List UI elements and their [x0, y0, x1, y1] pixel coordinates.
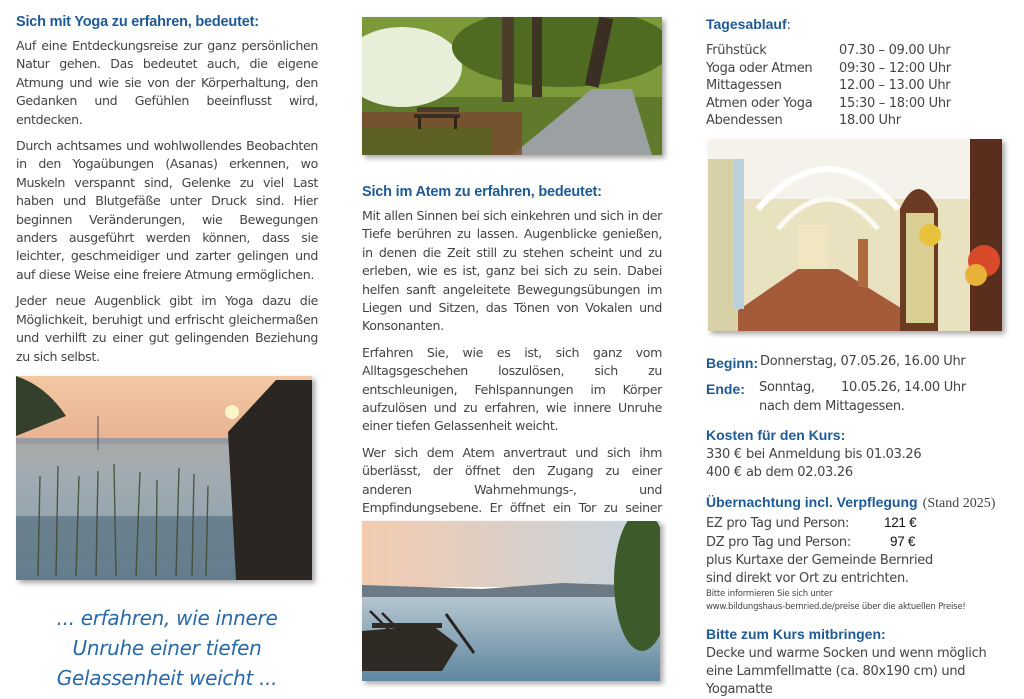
- tagline-line-3: Gelassenheit weicht ...: [56, 666, 278, 690]
- schedule-time: 15:30 – 18:00 Uhr: [839, 95, 951, 111]
- breath-paragraph-3: Wer sich dem Atem anvertraut und sich ihm überlässt, der öffnet den Zugang zu einer anderen Wahrnehmungs-, und Empfindungsebene. Er öffnet ein Tor zu seiner: [362, 444, 662, 516]
- tagline-quote: [16, 603, 318, 693]
- breath-paragraph-1: Mit allen Sinnen bei sich einkehren und sich in der Tiefe berühren zu lassen. Augenblicke genießen, in denen die Zeit still zu stehen scheint und zu erleben, wie es ist, ganz bei sich zu sein. Dabei helfen sanft angeleitete Bewegungsübungen im Liegen und Sitzen, das Tönen von Vokalen und Konsonanten.: [362, 208, 662, 334]
- schedule-activity: Frühstück: [706, 43, 767, 58]
- bring-list: [706, 645, 1016, 699]
- schedule-row: [706, 60, 1016, 78]
- stay-rates: [706, 514, 1016, 614]
- stay-rate-price: 121 €: [884, 515, 917, 530]
- schedule-heading-colon: :: [786, 18, 791, 33]
- forest-path-bench-photo: [362, 17, 662, 155]
- schedule-row: [706, 95, 1016, 113]
- corridor-illustration: [708, 139, 1002, 331]
- column-breath: [362, 184, 662, 536]
- bring-heading: Bitte zum Kurs mitbringen:: [706, 626, 886, 642]
- end-row: [706, 379, 1016, 399]
- lake-jetty-illustration: [362, 521, 660, 681]
- stay-website-note[interactable]: www.bildungshaus-bernried.de/preise über die aktuellen Preise!: [706, 602, 966, 612]
- stay-heading-row: [706, 492, 1016, 512]
- stay-line: sind direkt vor Ort zu entrichten.: [706, 571, 909, 586]
- schedule-row: [706, 112, 1016, 130]
- schedule-time: 12.00 – 13.00 Uhr: [839, 78, 951, 94]
- cost-price: 330 €: [706, 447, 742, 462]
- bring-line: Decke und warme Socken und wenn möglich: [706, 646, 987, 661]
- end-day: Sonntag,: [759, 380, 815, 395]
- stay-rate-label: EZ pro Tag und Person:: [706, 516, 850, 531]
- monastery-corridor-photo: [708, 139, 1002, 331]
- schedule-activity: Abendessen: [706, 113, 783, 129]
- begin-label: Beginn:: [706, 355, 759, 371]
- yoga-paragraph-3: Jeder neue Augenblick gibt im Yoga dazu die Möglichkeit, beruhigt und erfrischt gleichermaßen und verhilft zu einer gut gelingenden Beziehung zu sich selbst.: [16, 293, 318, 364]
- yoga-paragraph-2: Durch achtsames und wohlwollendes Beobachten in den Yogaübungen (Asanas) erkennen, wo Muskeln verspannt sind, Gelenke zu viel Last haben und Blutgefäße unter Druck sind. Hier beginnen Veränderungen, wie Bewegungen anders ausgeführt werden können, dass sie leichter, geschmeidiger und zarter gelingen und auf diese Weise eine freiere Atmung ermöglichen.: [16, 138, 318, 282]
- column-info: [706, 0, 1016, 130]
- end-label: Ende:: [706, 381, 745, 397]
- schedule-row: [706, 42, 1016, 60]
- yoga-heading: Sich mit Yoga zu erfahren, bedeutet:: [16, 14, 259, 30]
- stay-rate-row: [706, 514, 1016, 533]
- costs-list: [706, 446, 1016, 482]
- dates-section: [706, 353, 1016, 699]
- stay-small-note: Bitte informieren Sie sich unter: [706, 589, 833, 599]
- schedule-heading: [706, 14, 1016, 35]
- stay-rate-label: DZ pro Tag und Person:: [706, 535, 851, 550]
- schedule-table: [706, 42, 1016, 130]
- stay-note: (Stand 2025): [922, 496, 996, 511]
- stay-heading: Übernachtung incl. Verpflegung: [706, 494, 918, 510]
- schedule-activity: Yoga oder Atmen: [706, 60, 813, 76]
- cost-row: [706, 464, 1016, 482]
- costs-heading: Kosten für den Kurs:: [706, 427, 846, 443]
- cost-price: 400 €: [706, 465, 742, 480]
- schedule-time: 18.00 Uhr: [839, 113, 901, 129]
- stay-rate-row: [706, 533, 1016, 552]
- schedule-activity: Mittagessen: [706, 78, 782, 94]
- breath-paragraph-2: Erfahren Sie, wie es ist, sich ganz vom Alltagsgeschehen loszulösen, sich zu entschleunigen, Fehlspannungen im Körper aufzulösen und zu erfahren, wie innere Unruhe einer tiefen Gelassenheit weicht.: [362, 344, 662, 434]
- bring-line: eine Lammfellmatte (ca. 80x190 cm) und Yogamatte: [706, 664, 966, 697]
- forest-path-illustration: [362, 17, 662, 155]
- begin-value: Donnerstag, 07.05.26, 16.00 Uhr: [760, 354, 966, 369]
- cost-condition: ab dem 02.03.26: [746, 465, 853, 480]
- breath-heading: Sich im Atem zu erfahren, bedeutet:: [362, 184, 602, 200]
- begin-row: [706, 353, 1016, 373]
- schedule-activity: Atmen oder Yoga: [706, 95, 813, 111]
- schedule-heading-text: Tagesablauf: [706, 16, 787, 32]
- column-yoga: [16, 0, 318, 366]
- cost-condition: bei Anmeldung bis 01.03.26: [746, 447, 922, 462]
- schedule-time: 09:30 – 12:00 Uhr: [839, 60, 951, 76]
- lake-jetty-photo: [362, 521, 660, 681]
- tagline-line-1: ... erfahren, wie innere: [56, 606, 278, 630]
- schedule-time: 07.30 – 09.00 Uhr: [839, 43, 951, 58]
- cost-row: [706, 446, 1016, 464]
- end-value: 10.05.26, 14.00 Uhr: [841, 380, 966, 395]
- lake-sunset-boathouse-photo: [16, 376, 312, 580]
- yoga-paragraph-1: Auf eine Entdeckungsreise zur ganz persönlichen Natur gehen. Das bedeutet auch, die eigene Atmung und wie sie von der Körperhaltung, den Gedanken und Gefühlen beeinflusst wird, entdecken.: [16, 38, 318, 127]
- tagline-line-2: Unruhe einer tiefen: [72, 636, 262, 660]
- end-note: nach dem Mittagessen.: [759, 399, 905, 414]
- schedule-row: [706, 77, 1016, 95]
- stay-line: plus Kurtaxe der Gemeinde Bernried: [706, 553, 933, 568]
- lake-sunset-illustration: [16, 376, 312, 580]
- stay-rate-price: 97 €: [890, 534, 916, 549]
